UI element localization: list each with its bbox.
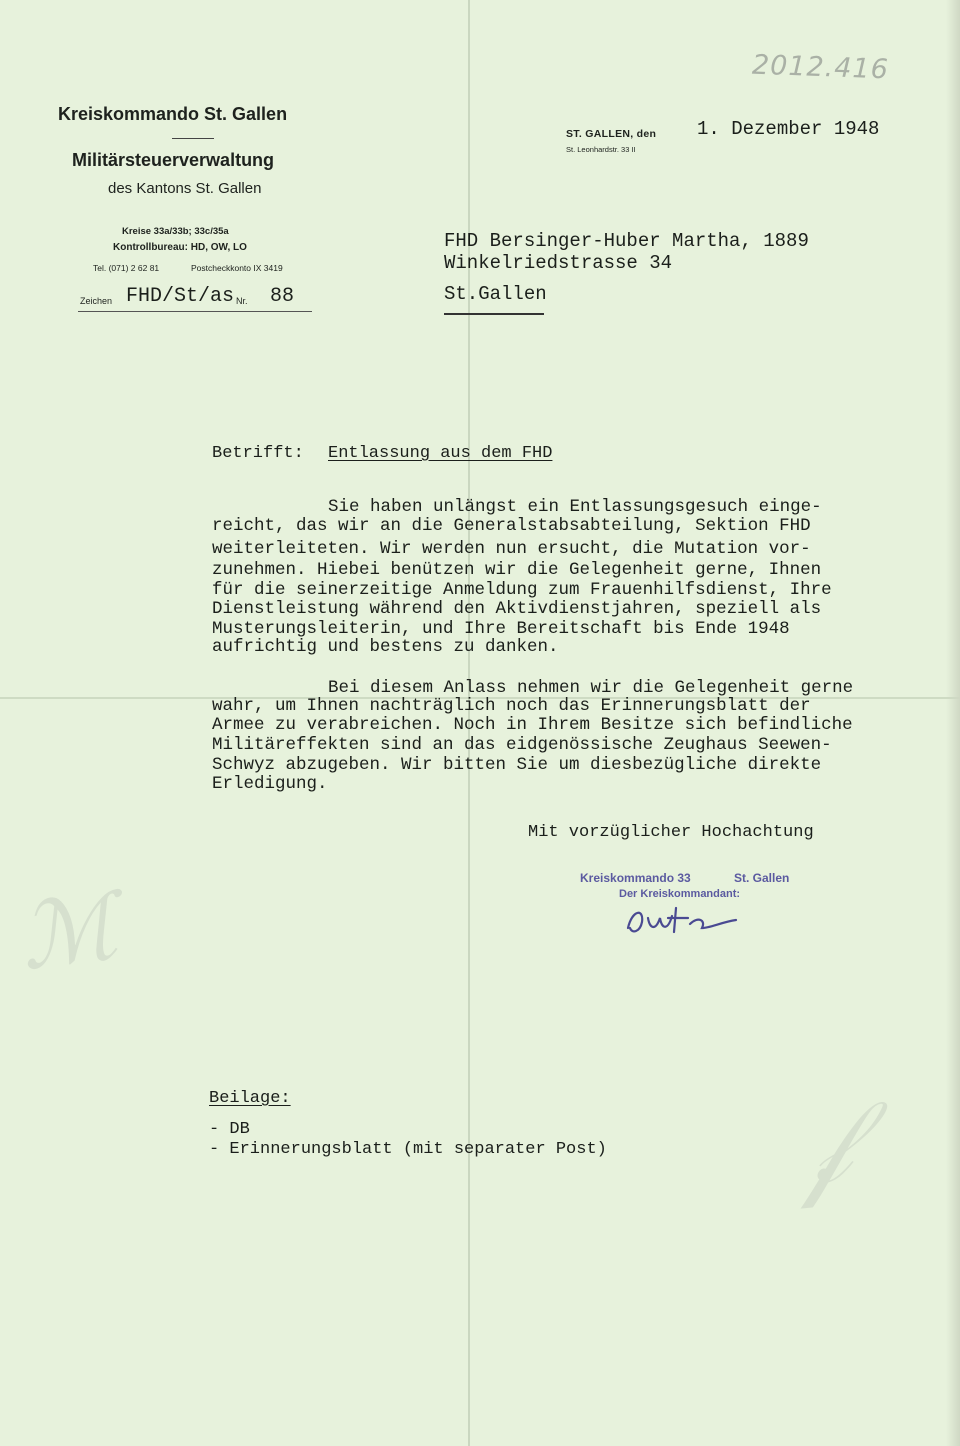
recipient-name: FHD Bersinger-Huber Martha, 1889 [444, 230, 809, 252]
body-line: reicht, das wir an die Generalstabsabteilung, Sektion FHD [212, 516, 811, 536]
letterhead-kreise: Kreise 33a/33b; 33c/35a [122, 226, 229, 237]
zeichen-label: Zeichen [80, 296, 113, 306]
body-line: Dienstleistung während den Aktivdienstjahren, speziell als [212, 599, 822, 619]
letterhead-divider [172, 138, 214, 139]
subject-label: Betrifft: [212, 444, 304, 463]
stamp-title: Der Kreiskommandant: [619, 888, 741, 900]
recipient-street: Winkelriedstrasse 34 [444, 252, 673, 274]
body-line: für die seinerzeitige Anmeldung zum Frauenhilfsdienst, Ihre [212, 580, 832, 600]
body-line: Militäreffekten sind an das eidgenössische Zeughaus Seewen- [212, 735, 832, 755]
letterhead-postcheck: Postcheckkonto IX 3419 [191, 263, 283, 273]
archive-number: 2012.416 [751, 49, 890, 86]
nr-value: 88 [270, 285, 295, 308]
zeichen-value: FHD/St/as [126, 285, 235, 308]
stamp-city: St. Gallen [734, 871, 790, 885]
place-label: ST. GALLEN, den [566, 128, 657, 140]
body-line: Armee zu verabreichen. Noch in Ihrem Besitze sich befindliche [212, 715, 853, 735]
letter-date: 1. Dezember 1948 [697, 118, 880, 140]
sender-street: St. Leonhardstr. 33 II [566, 145, 636, 154]
body-line: Schwyz abzugeben. Wir bitten Sie um diesbezügliche direkte [212, 755, 822, 775]
letterhead-organization: Kreiskommando St. Gallen [58, 104, 288, 124]
letterhead-telephone: Tel. (071) 2 62 81 [93, 263, 160, 273]
letterhead-kontrollbureau: Kontrollbureau: HD, OW, LO [113, 242, 247, 253]
subject-text: Entlassung aus dem FHD [328, 444, 553, 463]
paper-edge [946, 0, 960, 1446]
letterhead-canton: des Kantons St. Gallen [108, 180, 262, 197]
enclosure-item: - DB [209, 1120, 250, 1139]
stamp-office: Kreiskommando 33 [580, 871, 691, 885]
enclosure-label: Beilage: [209, 1089, 291, 1108]
closing-phrase: Mit vorzüglicher Hochachtung [528, 823, 814, 842]
show-through-mark: 𝒻 [793, 1077, 856, 1211]
nr-label: Nr. [236, 296, 248, 306]
body-line: Sie haben unlängst ein Entlassungsgesuch einge- [328, 497, 822, 517]
body-line: zunehmen. Hiebei benützen wir die Gelegenheit gerne, Ihnen [212, 560, 822, 580]
zeichen-rule [78, 311, 312, 312]
body-line: wahr, um Ihnen nachträglich noch das Erinnerungsblatt der [212, 696, 811, 716]
body-line: Erledigung. [212, 774, 328, 794]
body-line: aufrichtig und bestens zu danken. [212, 637, 559, 657]
show-through-mark: ℳ [13, 873, 124, 992]
enclosure-item: - Erinnerungsblatt (mit separater Post) [209, 1140, 607, 1159]
recipient-underline [444, 313, 544, 315]
recipient-city: St.Gallen [444, 283, 547, 305]
letterhead-department: Militärsteuerverwaltung [72, 150, 275, 170]
body-line: weiterleiteten. Wir werden nun ersucht, die Mutation vor- [212, 539, 811, 559]
body-line: Musterungsleiterin, und Ihre Bereitschaft bis Ende 1948 [212, 619, 790, 639]
body-line: Bei diesem Anlass nehmen wir die Gelegenheit gerne [328, 678, 854, 698]
handwritten-signature [618, 898, 758, 943]
